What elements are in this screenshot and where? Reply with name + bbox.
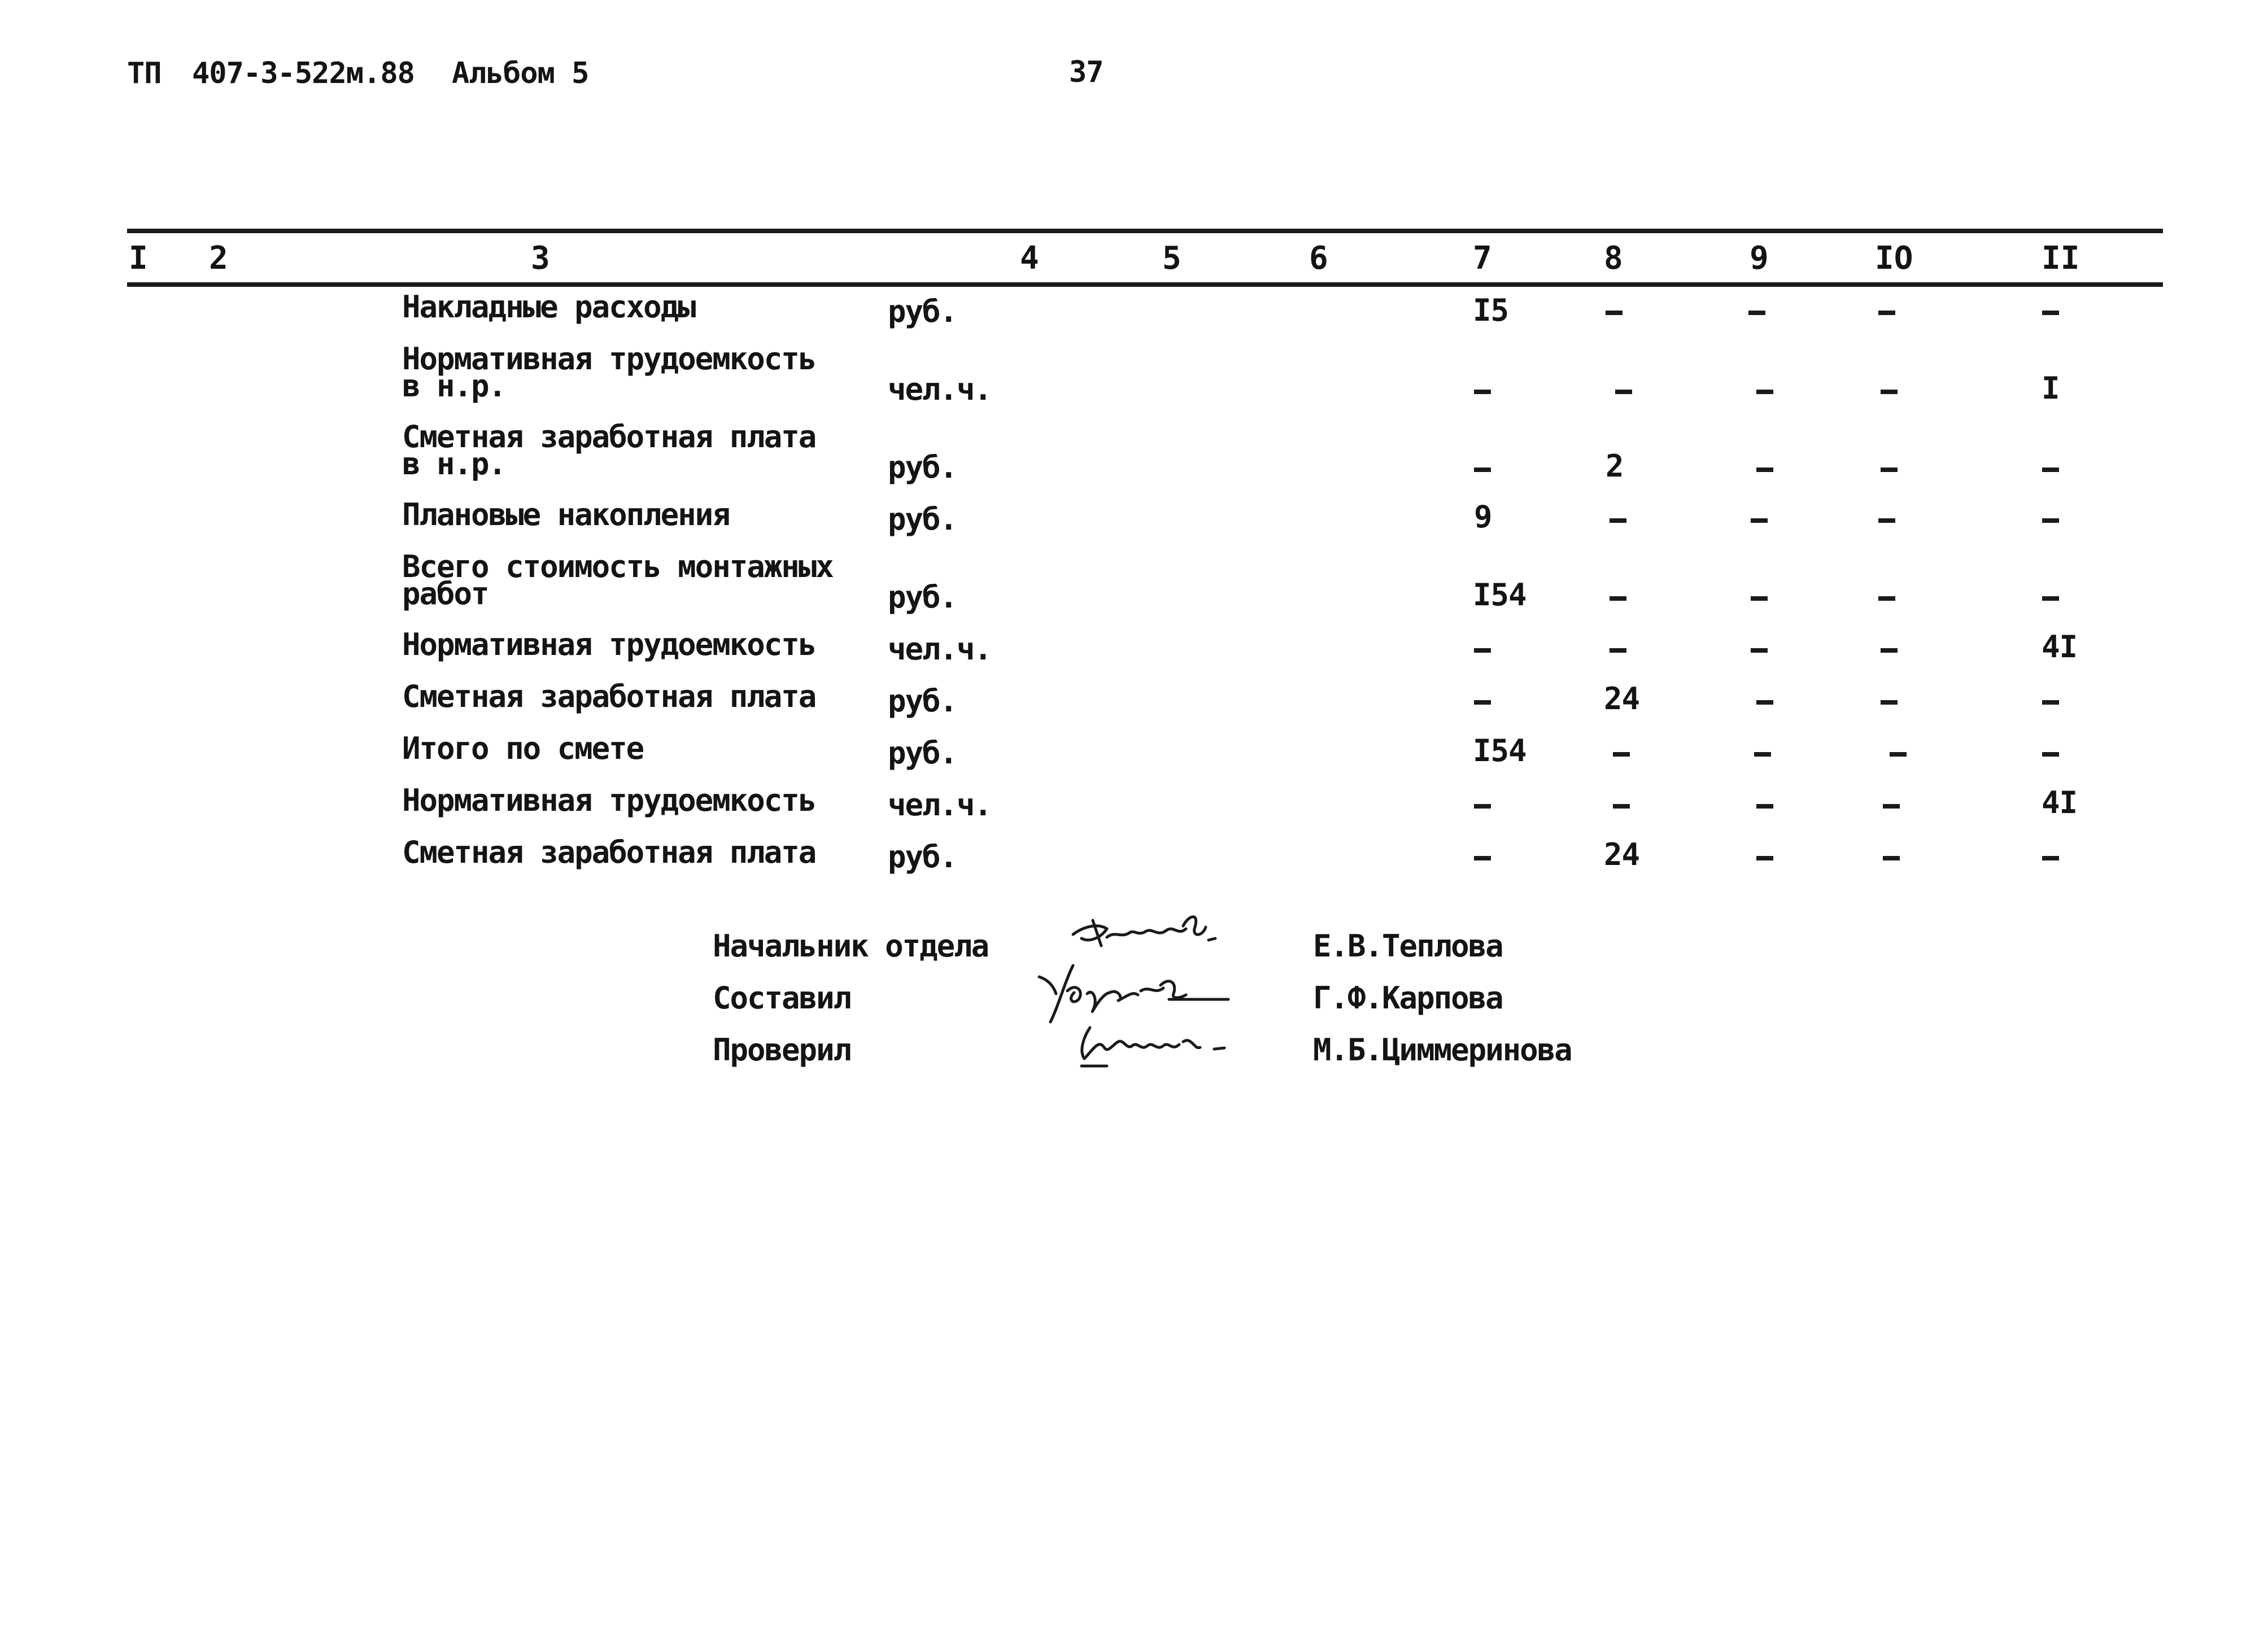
cell-dash (1474, 390, 1491, 394)
row-description: Накладные расходы (402, 289, 695, 325)
cell-dash (1474, 468, 1491, 472)
cell-dash (1881, 700, 1898, 705)
cell-dash (1878, 518, 1895, 523)
doc-code: ТП (127, 56, 162, 90)
cell-dash (1756, 804, 1773, 809)
name-tsimmerinova: М.Б.Циммеринова (1313, 1032, 1572, 1068)
row-unit: руб. (888, 501, 957, 537)
cell-dash (1610, 518, 1626, 523)
cell-dash (1613, 752, 1630, 757)
cell-dash (1883, 804, 1900, 809)
cell-col7: I54 (1473, 733, 1526, 768)
cell-dash (1881, 468, 1898, 472)
role-compiled-by: Составил (713, 980, 851, 1016)
cell-dash (1890, 752, 1907, 757)
row-description: Нормативная трудоемкость в н.р. (402, 341, 816, 404)
row-unit: руб. (888, 579, 957, 615)
column-number: 4 (1020, 240, 1039, 277)
cell-dash (1878, 596, 1895, 601)
cell-dash (1756, 468, 1773, 472)
cell-dash (1474, 804, 1491, 809)
cell-dash (1610, 596, 1626, 601)
table-header-rule (127, 282, 2163, 287)
cell-col8: 24 (1604, 681, 1640, 716)
cell-dash (1613, 804, 1630, 809)
column-number: 7 (1473, 240, 1492, 277)
cell-dash (1474, 856, 1491, 860)
cell-dash (2042, 596, 2059, 601)
cell-dash (2042, 468, 2059, 472)
cell-dash (1751, 518, 1768, 523)
cell-col7: 9 (1474, 499, 1492, 535)
column-number: 9 (1750, 240, 1769, 277)
column-number: II (2042, 240, 2080, 277)
cell-col11: 4I (2042, 629, 2078, 665)
row-unit: руб. (888, 294, 957, 329)
cell-col7: I5 (1473, 292, 1509, 328)
cell-dash (1756, 700, 1773, 705)
cell-dash (1606, 311, 1623, 315)
row-unit: руб. (888, 839, 957, 875)
row-unit: руб. (888, 735, 957, 771)
cell-dash (1756, 856, 1773, 860)
cell-col11: 4I (2042, 785, 2078, 820)
cell-dash (2042, 311, 2059, 315)
column-number: 6 (1309, 240, 1328, 277)
cell-dash (1756, 390, 1773, 394)
cell-col7: I54 (1473, 577, 1526, 613)
album-label: Альбом 5 (452, 56, 589, 90)
cell-dash (1754, 752, 1771, 757)
cell-dash (1883, 856, 1900, 860)
row-description: Сметная заработная плата в н.р. (402, 419, 816, 482)
cell-col8: 24 (1604, 837, 1640, 872)
role-department-head: Начальник отдела (713, 928, 989, 964)
row-description: Сметная заработная плата (402, 835, 816, 870)
cell-dash (1615, 390, 1632, 394)
column-number: 2 (209, 240, 228, 277)
column-number: 5 (1162, 240, 1181, 277)
cell-dash (2042, 518, 2059, 523)
cell-dash (1881, 648, 1898, 653)
row-description: Сметная заработная плата (402, 679, 816, 714)
column-number: 3 (531, 240, 550, 277)
column-number: 8 (1604, 240, 1623, 277)
column-number: I (129, 240, 148, 277)
cell-dash (1878, 311, 1895, 315)
row-description: Всего стоимость монтажных работ (402, 549, 833, 611)
cell-dash (1474, 700, 1491, 705)
doc-number: 407-3-522м.88 (192, 56, 415, 90)
row-unit: чел.ч. (888, 631, 992, 667)
cell-dash (2042, 752, 2059, 757)
cell-dash (1748, 311, 1765, 315)
cell-dash (1610, 648, 1626, 653)
row-description: Нормативная трудоемкость (402, 627, 816, 662)
name-karpova: Г.Ф.Карпова (1313, 980, 1503, 1016)
column-number: IO (1875, 240, 1913, 277)
row-unit: руб. (888, 683, 957, 719)
signature-tsimmerinova (1073, 1016, 1242, 1073)
cell-col11: I (2042, 370, 2060, 406)
row-unit: чел.ч. (888, 372, 992, 407)
table-top-rule (127, 229, 2163, 233)
cell-col8: 2 (1606, 448, 1624, 484)
signature-teplova (1067, 903, 1231, 960)
row-description: Нормативная трудоемкость (402, 783, 816, 818)
cell-dash (1474, 648, 1491, 653)
row-unit: чел.ч. (888, 787, 992, 823)
cell-dash (1751, 596, 1768, 601)
name-teplova: Е.В.Теплова (1313, 928, 1503, 964)
row-unit: руб. (888, 449, 957, 485)
row-description: Плановые накопления (402, 497, 730, 532)
row-description: Итого по смете (402, 731, 644, 766)
cell-dash (1881, 390, 1898, 394)
cell-dash (2042, 700, 2059, 705)
cell-dash (2042, 856, 2059, 860)
page-number: 37 (1069, 55, 1104, 89)
role-checked-by: Проверил (713, 1032, 851, 1068)
cell-dash (1751, 648, 1768, 653)
